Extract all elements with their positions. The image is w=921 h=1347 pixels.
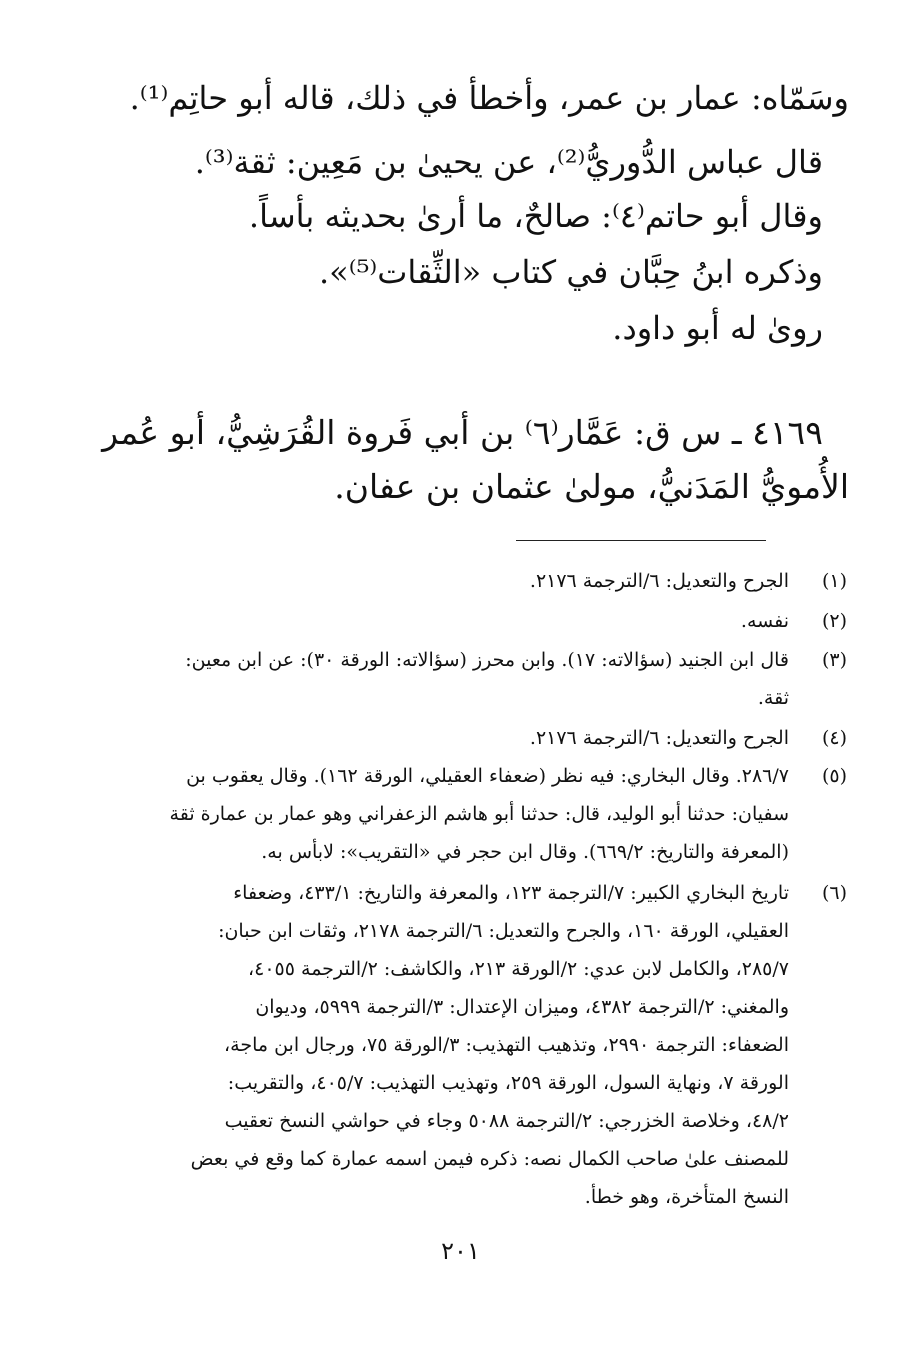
footnote-separator <box>516 540 766 541</box>
footnote-number: (٢) <box>821 610 847 632</box>
footnote-text: سفيان: حدثنا أبو الوليد، قال: حدثنا أبو هاشم الزعفراني وهو عمار بن عمارة ثقة <box>169 803 789 825</box>
footnote-text: والمغني: ٢/الترجمة ٤٣٨٢، وميزان الإعتدال: ٣/الترجمة ٥٩٩٩، وديوان <box>255 996 789 1018</box>
footnote-text: العقيلي، الورقة ١٦٠، والجرح والتعديل: ٦/الترجمة ٢١٧٨، وثقات ابن حبان: <box>218 920 789 942</box>
main-text-line-1: وسَمّاه: عمار بن عمر، وأخطأ في ذلك، قاله أبو حاتِم⁽¹⁾. <box>129 79 849 117</box>
footnote-text: ٢٨٥/٧، والكامل لابن عدي: ٢/الورقة ٢١٣، والكاشف: ٢/الترجمة ٤٠٥٥، <box>248 958 789 980</box>
footnote-number: (٦) <box>821 882 847 904</box>
footnote-text: (المعرفة والتاريخ: ٦٦٩/٢). وقال ابن حجر في «التقريب»: لابأس به. <box>261 841 789 863</box>
main-text-line-3: وقال أبو حاتم⁽٤⁾: صالحٌ، ما أرىٰ بحديثه بأساً. <box>248 197 823 235</box>
footnote-number: (٣) <box>821 649 847 671</box>
entry-heading-line-2: الأُمويُّ المَدَنيُّ، مولىٰ عثمان بن عفان. <box>334 467 849 506</box>
footnote-text: تاريخ البخاري الكبير: ٧/الترجمة ١٢٣، والمعرفة والتاريخ: ٤٣٣/١، وضعفاء <box>233 882 789 904</box>
footnote-text: ثقة. <box>757 687 789 709</box>
entry-heading-line-1: ٤١٦٩ ـ س ق: عَمَّار⁽٦⁾ بن أبي فَروة القُرَشِيُّ، أبو عُمر <box>102 413 823 452</box>
footnote-text: ٢٨٦/٧. وقال البخاري: فيه نظر (ضعفاء العقيلي، الورقة ١٦٢). وقال يعقوب بن <box>186 765 789 787</box>
page-number: ٢٠١ <box>441 1237 480 1265</box>
footnote-text: قال ابن الجنيد (سؤالاته: ١٧). وابن محرز (سؤالاته: الورقة ٣٠): عن ابن معين: <box>185 649 789 671</box>
footnote-number: (٤) <box>821 727 847 749</box>
footnote-text: نفسه. <box>740 610 789 632</box>
footnote-number: (١) <box>821 570 847 592</box>
main-text-line-2: قال عباس الدُّوريُّ⁽²⁾، عن يحيىٰ بن مَعِين: ثقة⁽³⁾. <box>194 143 823 181</box>
footnote-text: الجرح والتعديل: ٦/الترجمة ٢١٧٦. <box>529 727 789 749</box>
footnote-text: الجرح والتعديل: ٦/الترجمة ٢١٧٦. <box>529 570 789 592</box>
main-text-line-4: وذكره ابنُ حِبَّان في كتاب «الثِّقات⁽⁵⁾». <box>318 253 823 291</box>
footnote-text: ٤٨/٢، وخلاصة الخزرجي: ٢/الترجمة ٥٠٨٨ وجاء في حواشي النسخ تعقيب <box>224 1110 789 1132</box>
footnote-text: الورقة ٧، ونهاية السول، الورقة ٢٥٩، وتهذيب التهذيب: ٤٠٥/٧، والتقريب: <box>227 1072 789 1094</box>
footnote-number: (٥) <box>821 765 847 787</box>
footnote-text: النسخ المتأخرة، وهو خطأ. <box>584 1186 789 1208</box>
footnote-text: للمصنف علىٰ صاحب الكمال نصه: ذكره فيمن اسمه عمارة كما وقع في بعض <box>190 1148 789 1170</box>
footnote-text: الضعفاء: الترجمة ٢٩٩٠، وتذهيب التهذيب: ٣/الورقة ٧٥، ورجال ابن ماجة، <box>224 1034 789 1056</box>
main-text-line-5: روىٰ له أبو داود. <box>612 309 823 347</box>
